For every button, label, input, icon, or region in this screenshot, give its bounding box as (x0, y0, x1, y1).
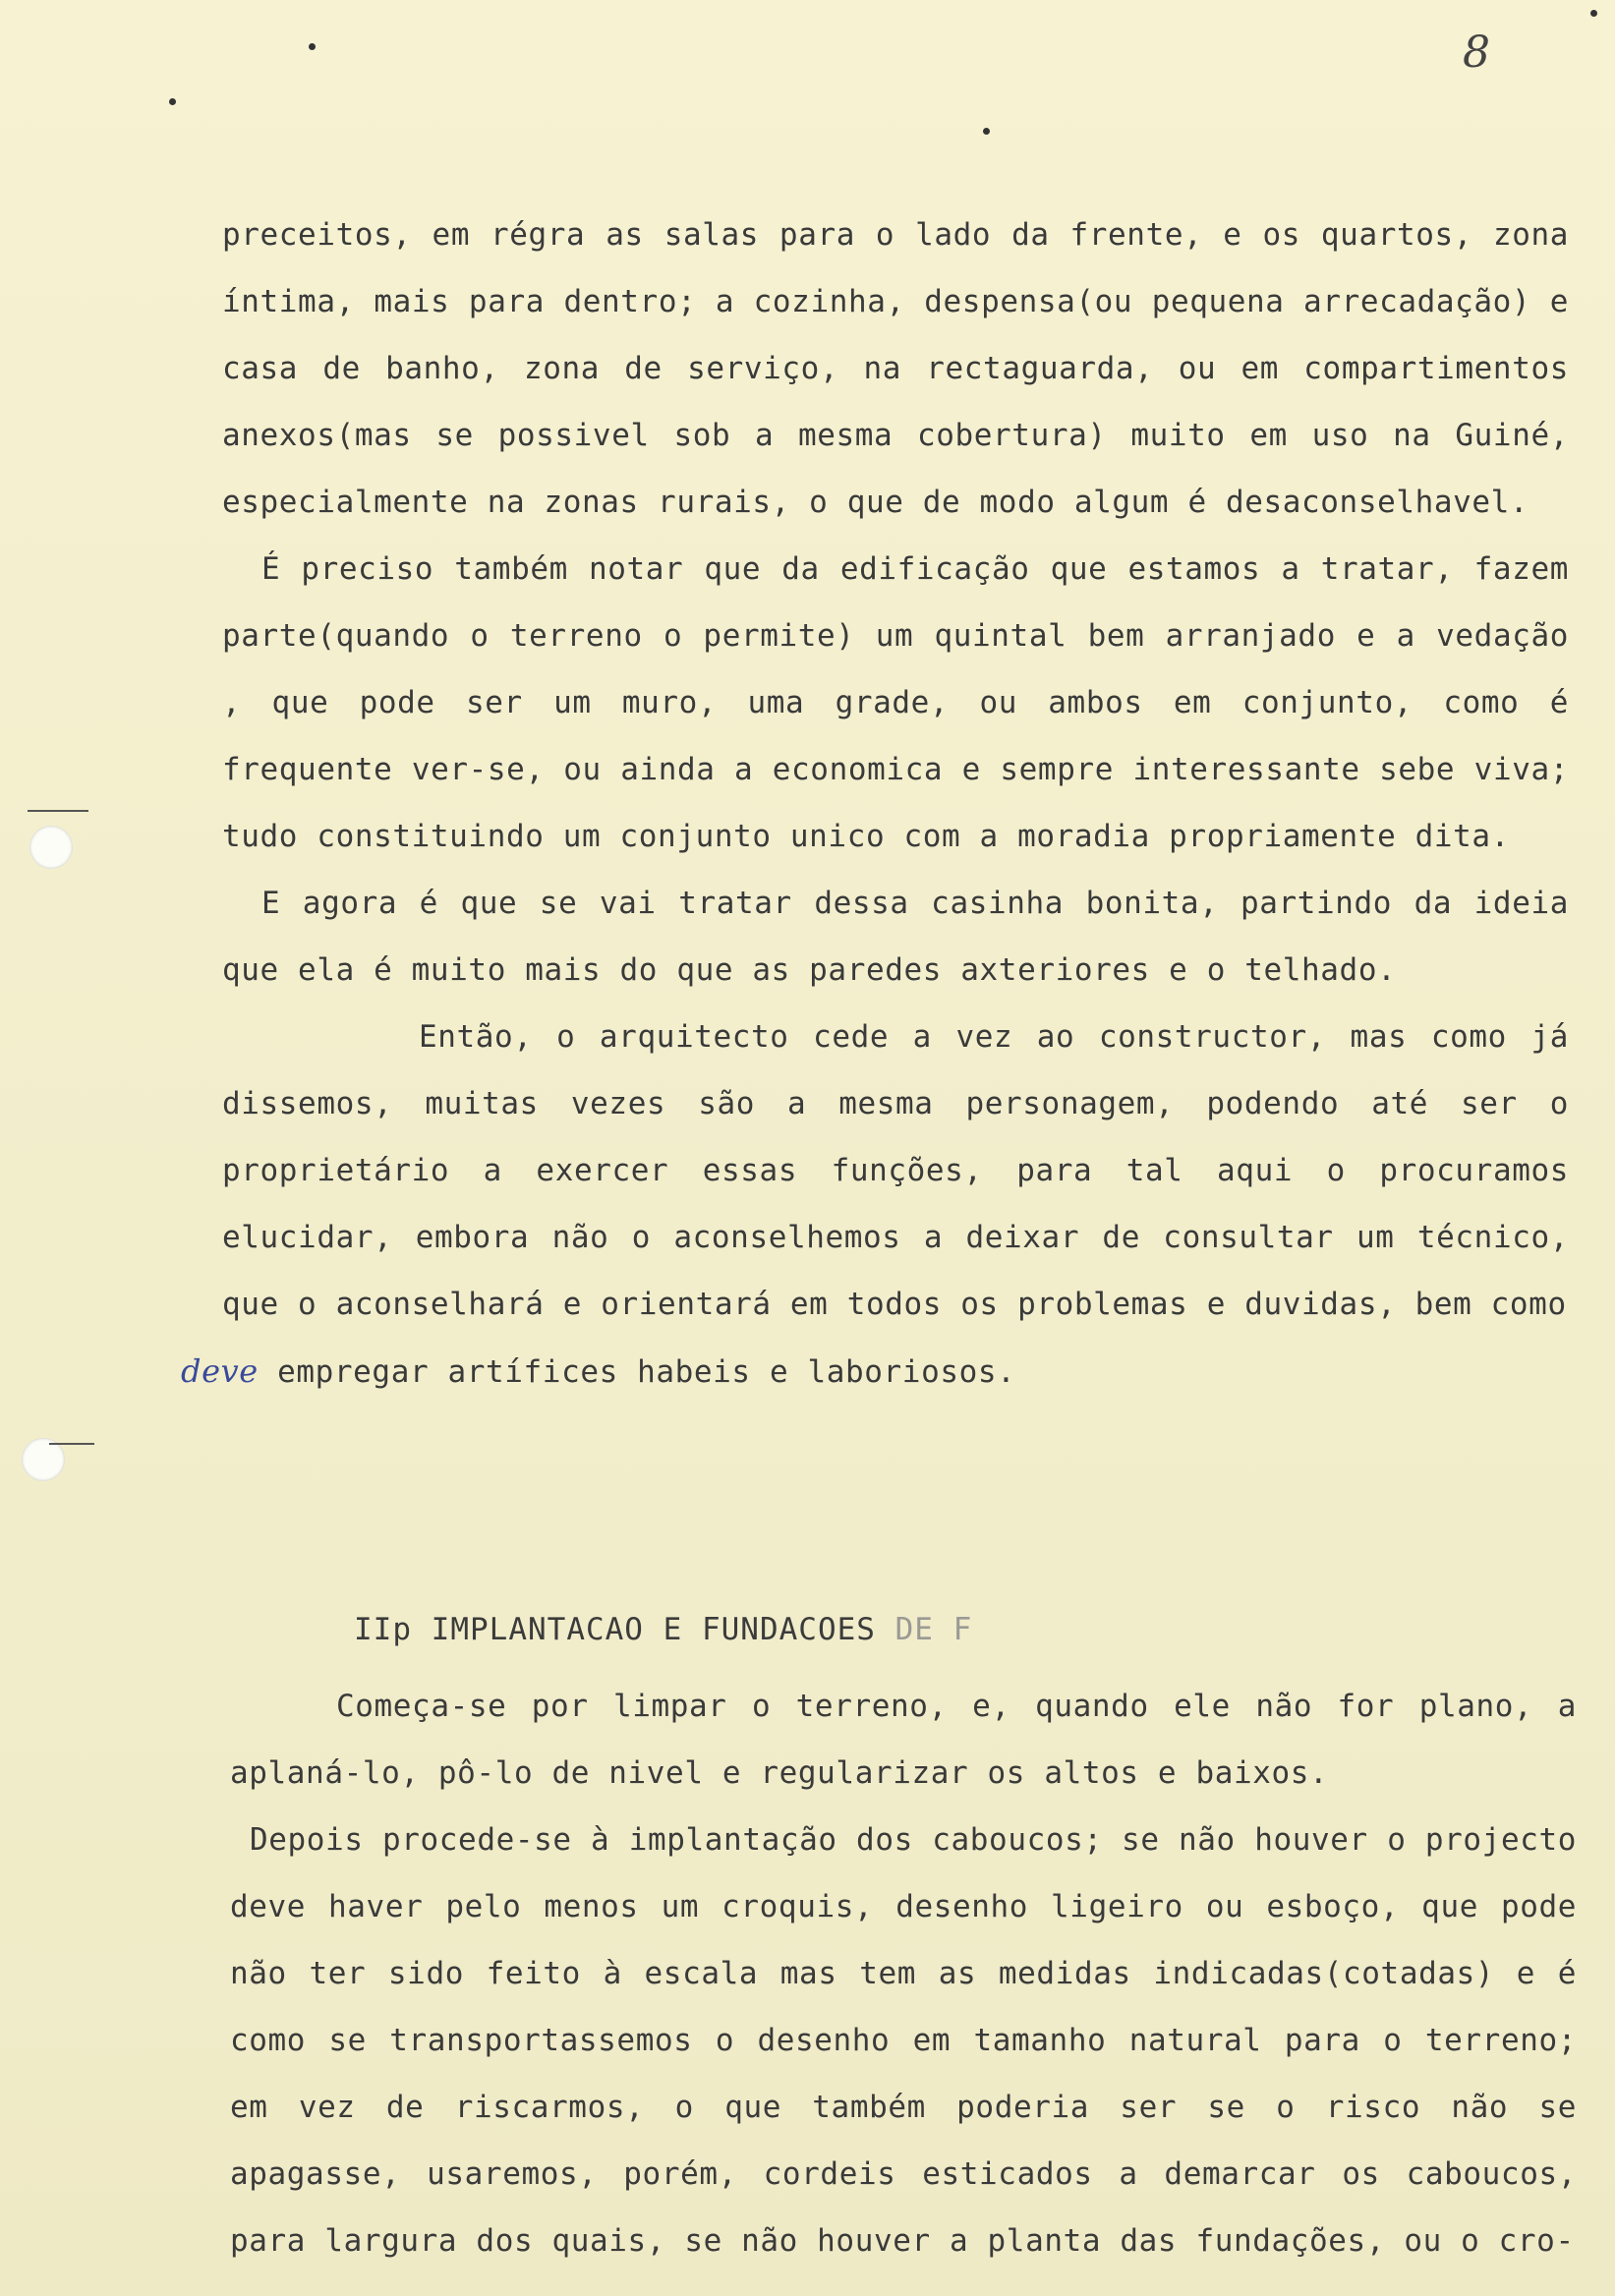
paragraph-6: Depois procede-se à implantação dos caboucos; se não houver o projecto deve haver pelo menos um croquis, desenho ligeiro ou esboço, que pode não ter sido feito à escala mas tem as medidas indicadas(cotadas) e é como se transportassemos o desenho em tamanho natural para o terreno; em vez de riscarmos, o que também poderia ser se o risco não se apagasse, usaremos, porém, cordeis esticados a demarcar os caboucos, para largura dos quais, se não houver a planta das fundações, ou o cro- (230, 1822, 1577, 2259)
section-title-faded: DE F (894, 1612, 973, 1647)
ink-dot (983, 128, 990, 135)
handwritten-annotation: deve (181, 1352, 259, 1390)
section-heading (354, 1612, 972, 1647)
paragraph-1: preceitos, em régra as salas para o lado da frente, e os quartos, zona íntima, mais para dentro; a cozinha, despensa(ou pequena arrecadação) e casa de banho, zona de serviço, na rectaguarda, ou em compartimentos anexos(mas se possivel sob a mesma cobertura) muito em uso na Guiné, especialmente na zonas rurais, o que de modo algum é desaconselhavel. (222, 217, 1569, 520)
paragraph-2: É preciso também notar que da edificação que estamos a tratar, fazem parte(quando o terreno o permite) um quintal bem arranjado e a vedação , que pode ser um muro, uma grade, ou ambos em conjunto, como é frequente ver-se, ou ainda a economica e sempre interessante sebe viva; tudo constituindo um conjunto unico com a moradia propriamente dita. (222, 551, 1569, 854)
punch-mark (49, 1443, 94, 1445)
ink-dot (169, 98, 176, 105)
paragraph-5: Começa-se por limpar o terreno, e, quando ele não for plano, a aplaná-lo, pô-lo de nivel e regularizar os altos e baixos. (230, 1689, 1577, 1791)
section-title: IMPLANTACAO E FUNDACOES (431, 1612, 876, 1647)
paragraph-4-end: empregar artífices habeis e laboriosos. (277, 1354, 1016, 1390)
ink-dot (309, 43, 316, 50)
paragraph-3: E agora é que se vai tratar dessa casinha bonita, partindo da ideia que ela é muito mais do que as paredes axteriores e o telhado. (222, 886, 1569, 988)
paragraph-4-text: Então, o arquitecto cede a vez ao constructor, mas como já dissemos, muitas vezes são a mesma personagem, podendo até ser o proprietário a exercer essas funções, para tal aqui o procuramos elucidar, embora não o aconselhemos a deixar de consultar um técnico, que o aconselhará e orientará em todos os problemas e duvidas, bem como (222, 1019, 1569, 1322)
ink-dot (1590, 10, 1597, 17)
body-text-upper (181, 201, 1569, 1406)
paragraph-4 (181, 1004, 1569, 1406)
section-number: IIp (354, 1612, 412, 1647)
body-text-lower (230, 1673, 1577, 2274)
page-number: 8 (1463, 28, 1490, 78)
punch-hole (29, 826, 73, 869)
punch-mark (28, 810, 88, 812)
